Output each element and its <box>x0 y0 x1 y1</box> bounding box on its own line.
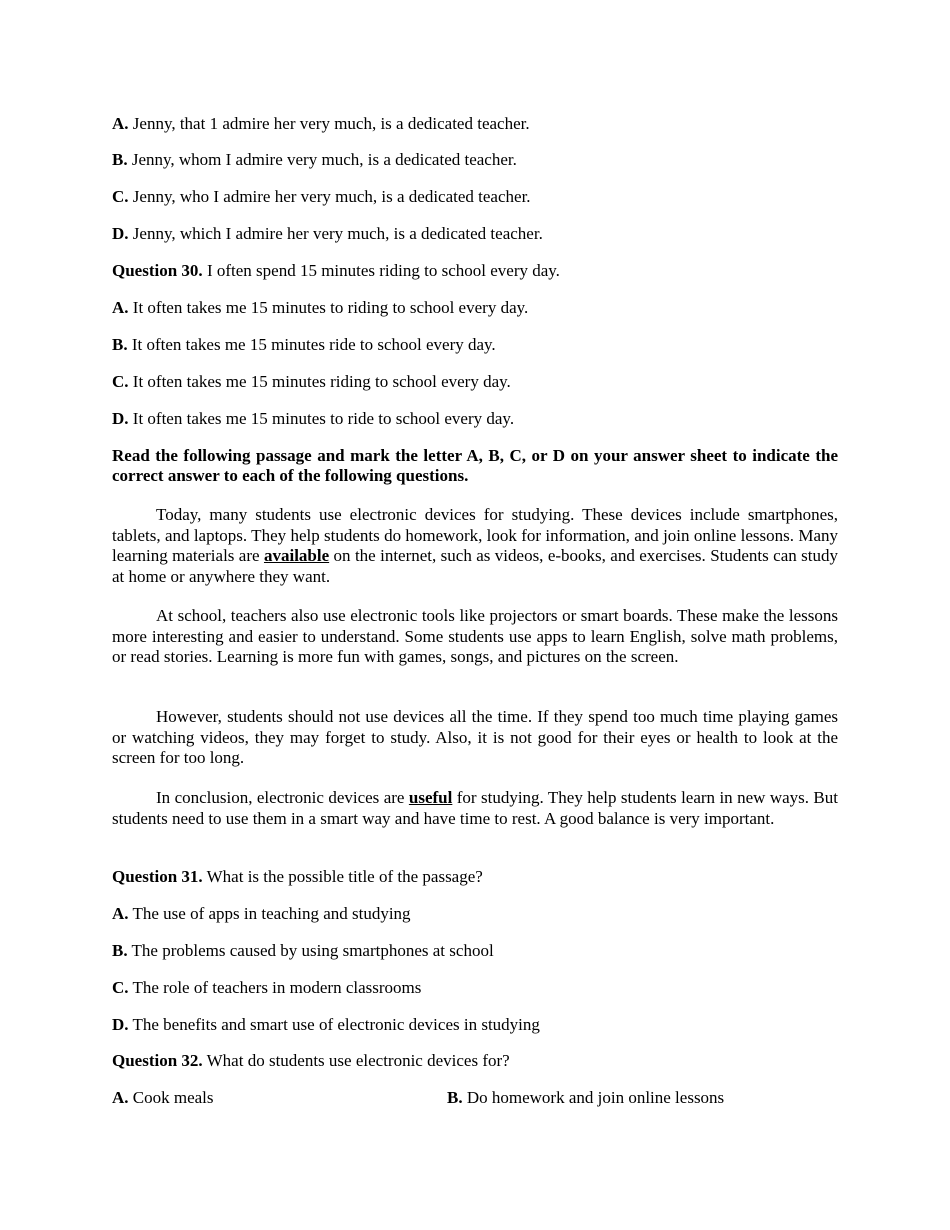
q29-option-c <box>112 187 531 207</box>
option-text: It often takes me 15 minutes to ride to school every day. <box>132 409 515 428</box>
option-text: Jenny, who I admire her very much, is a dedicated teacher. <box>132 187 531 206</box>
question-label: Question 31. <box>112 867 203 886</box>
option-label: B. <box>112 941 128 960</box>
passage-text: Today, many students use electronic devices for studying. These devices include smartphones, tablets, and laptops. They help students do homework, look for information, and join online lessons. Many learning materials are <box>112 505 838 565</box>
question-prompt: What do students use electronic devices for? <box>206 1051 510 1070</box>
q32-option-a <box>112 1088 214 1108</box>
passage-paragraph-4 <box>112 788 838 829</box>
q29-option-d <box>112 224 543 244</box>
option-text: It often takes me 15 minutes to riding to school every day. <box>132 298 529 317</box>
q30-stem <box>112 261 560 281</box>
q31-option-b <box>112 941 494 961</box>
option-label: D. <box>112 1015 129 1034</box>
passage-paragraph-1 <box>112 505 838 587</box>
option-label: B. <box>112 335 128 354</box>
q31-stem <box>112 867 483 887</box>
option-text: The problems caused by using smartphones at school <box>131 941 494 960</box>
option-label: A. <box>112 114 129 133</box>
q30-option-b <box>112 335 496 355</box>
q31-option-a <box>112 904 411 924</box>
passage-paragraph-2: At school, teachers also use electronic tools like projectors or smart boards. These make the lessons more interesting and easier to understand. Some students use apps to learn English, solve math problems, or read stories. Learning is more fun with games, songs, and pictures on the screen. <box>112 606 838 666</box>
keyword-available: available <box>263 546 330 565</box>
option-label: B. <box>447 1088 463 1107</box>
option-label: C. <box>112 187 129 206</box>
option-label: B. <box>112 150 128 169</box>
q32-option-b <box>447 1088 724 1108</box>
q31-option-d <box>112 1015 540 1035</box>
q30-option-a <box>112 298 528 318</box>
option-text: Do homework and join online lessons <box>466 1088 725 1107</box>
option-text: It often takes me 15 minutes riding to school every day. <box>132 372 511 391</box>
option-label: A. <box>112 298 129 317</box>
passage-paragraph-3: However, students should not use devices all the time. If they spend too much time playing games or watching videos, they may forget to study. Also, it is not good for their eyes or health to look at the screen for too long. <box>112 707 838 767</box>
question-label: Question 30. <box>112 261 203 280</box>
q29-option-b <box>112 150 517 170</box>
question-label: Question 32. <box>112 1051 203 1070</box>
keyword-useful: useful <box>408 788 453 807</box>
option-text: The use of apps in teaching and studying <box>132 904 411 923</box>
option-label: A. <box>112 904 129 923</box>
question-prompt: What is the possible title of the passage? <box>206 867 483 886</box>
q29-option-a <box>112 114 530 134</box>
option-text: It often takes me 15 minutes ride to school every day. <box>131 335 496 354</box>
option-label: D. <box>112 409 129 428</box>
passage-text: for studying. They help students learn in new ways. But students need to use them in a smart way and have time to rest. A good balance is very important. <box>112 788 838 828</box>
option-text: Jenny, whom I admire very much, is a dedicated teacher. <box>131 150 517 169</box>
option-text: Cook meals <box>132 1088 214 1107</box>
option-text: The benefits and smart use of electronic devices in studying <box>132 1015 540 1034</box>
option-text: Jenny, which I admire her very much, is a dedicated teacher. <box>132 224 543 243</box>
q30-option-d <box>112 409 514 429</box>
option-label: C. <box>112 978 129 997</box>
q30-option-c <box>112 372 511 392</box>
passage-text: on the internet, such as videos, e-books, and exercises. Students can study at home or anywhere they want. <box>112 546 838 586</box>
reading-instruction: Read the following passage and mark the letter A, B, C, or D on your answer sheet to indicate the correct answer to each of the following questions. <box>112 446 838 485</box>
passage-text: In conclusion, electronic devices are <box>156 788 409 807</box>
option-text: Jenny, that 1 admire her very much, is a dedicated teacher. <box>132 114 530 133</box>
q32-stem <box>112 1051 510 1071</box>
option-text: The role of teachers in modern classrooms <box>132 978 422 997</box>
q31-option-c <box>112 978 421 998</box>
option-label: D. <box>112 224 129 243</box>
question-prompt: I often spend 15 minutes riding to school every day. <box>206 261 560 280</box>
option-label: A. <box>112 1088 129 1107</box>
option-label: C. <box>112 372 129 391</box>
